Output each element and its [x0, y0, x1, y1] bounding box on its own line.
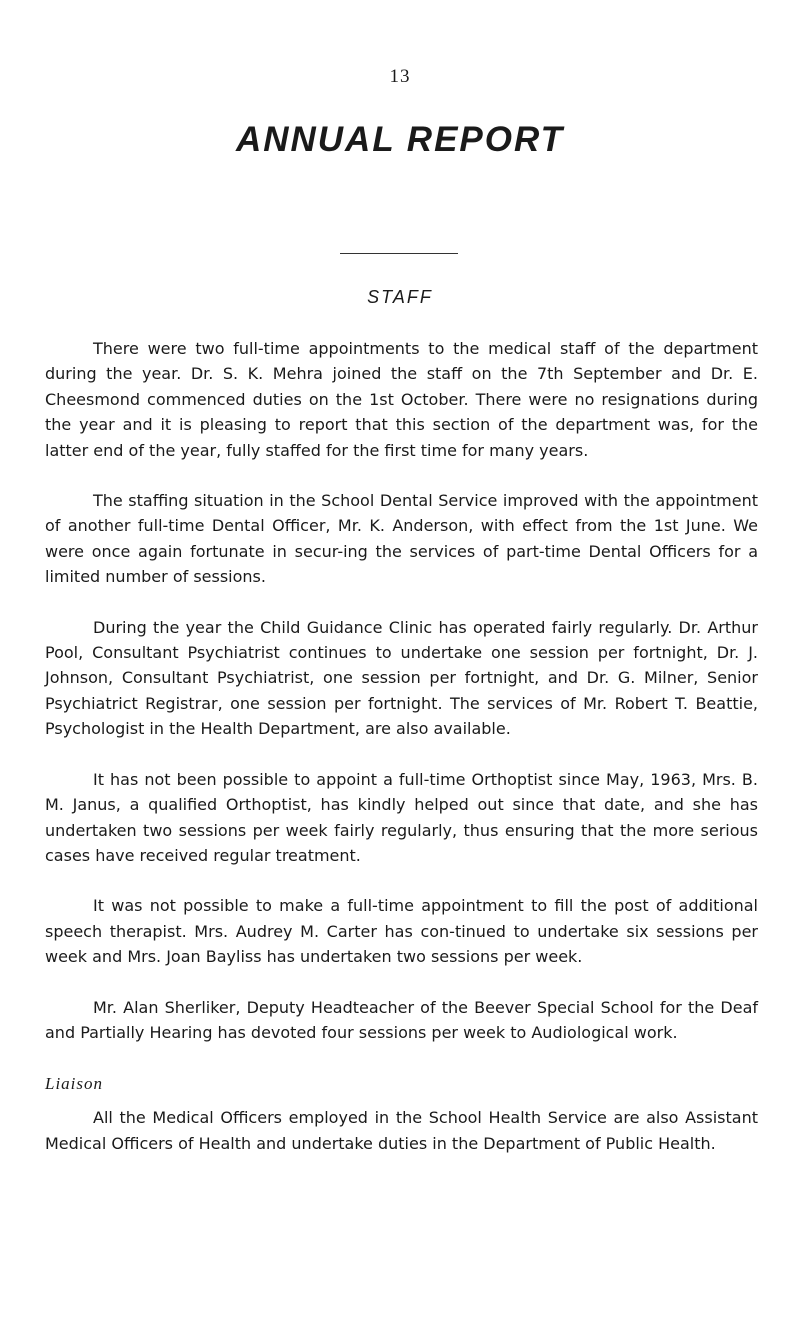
section-heading: STAFF — [367, 287, 433, 307]
page-number: 13 — [389, 66, 411, 87]
subheading-liaison: Liaison — [45, 1074, 104, 1094]
paragraph-liaison: All the Medical Officers employed in the School Health Service are also Assistant Medical Officers of Health and undertake duties in the Department of Public Health. — [45, 1108, 758, 1153]
paragraph-dental-service: The staffing situation in the School Dental Service improved with the appointment of another full-time Dental Officer, Mr. K. Anderson, with effect from the 1st June. We were once again fortunate in secur-ing the services of part-time Dental Officers for a limited number of sessions. — [45, 491, 758, 587]
body-text — [45, 336, 758, 1181]
paragraph-child-guidance: During the year the Child Guidance Clinic has operated fairly regularly. Dr. Arthur Pool, Consultant Psychiatrist continues to undertake one session per fortnight, Dr. J. Johnson, Consultant Psychiatrist, one session per fortnight, and Dr. G. Milner, Senior Psychiatrict Registrar, one session per fortnight. The services of Mr. Robert T. Beattie, Psychologist in the Health Department, are also available. — [45, 617, 758, 739]
paragraph-orthoptist: It has not been possible to appoint a full-time Orthoptist since May, 1963, Mrs. B. M. Janus, a qualified Orthoptist, has kindly helped out since that date, and she has undertaken two sessions per week fairly regularly, thus ensuring that the more serious cases have received regular treatment. — [45, 769, 758, 865]
paragraph-speech-therapist: It was not possible to make a full-time appointment to fill the post of additional speech therapist. Mrs. Audrey M. Carter has con-tinued to undertake six sessions per week and Mrs. Joan Bayliss has undertaken two sessions per week. — [45, 896, 758, 967]
report-title: ANNUAL REPORT — [235, 120, 565, 159]
paragraph-appointments: There were two full-time appointments to the medical staff of the department during the year. Dr. S. K. Mehra joined the staff on the 7th September and Dr. E. Cheesmond commenced duties on the 1st October. There were no resignations during the year and it is pleasing to report that this section of the department was, for the latter end of the year, fully staffed for the first time for many years. — [45, 339, 758, 460]
paragraph-audiological: Mr. Alan Sherliker, Deputy Headteacher of the Beever Special School for the Deaf and Partially Hearing has devoted four sessions per week to Audiological work. — [45, 997, 758, 1042]
title-divider — [340, 253, 458, 254]
